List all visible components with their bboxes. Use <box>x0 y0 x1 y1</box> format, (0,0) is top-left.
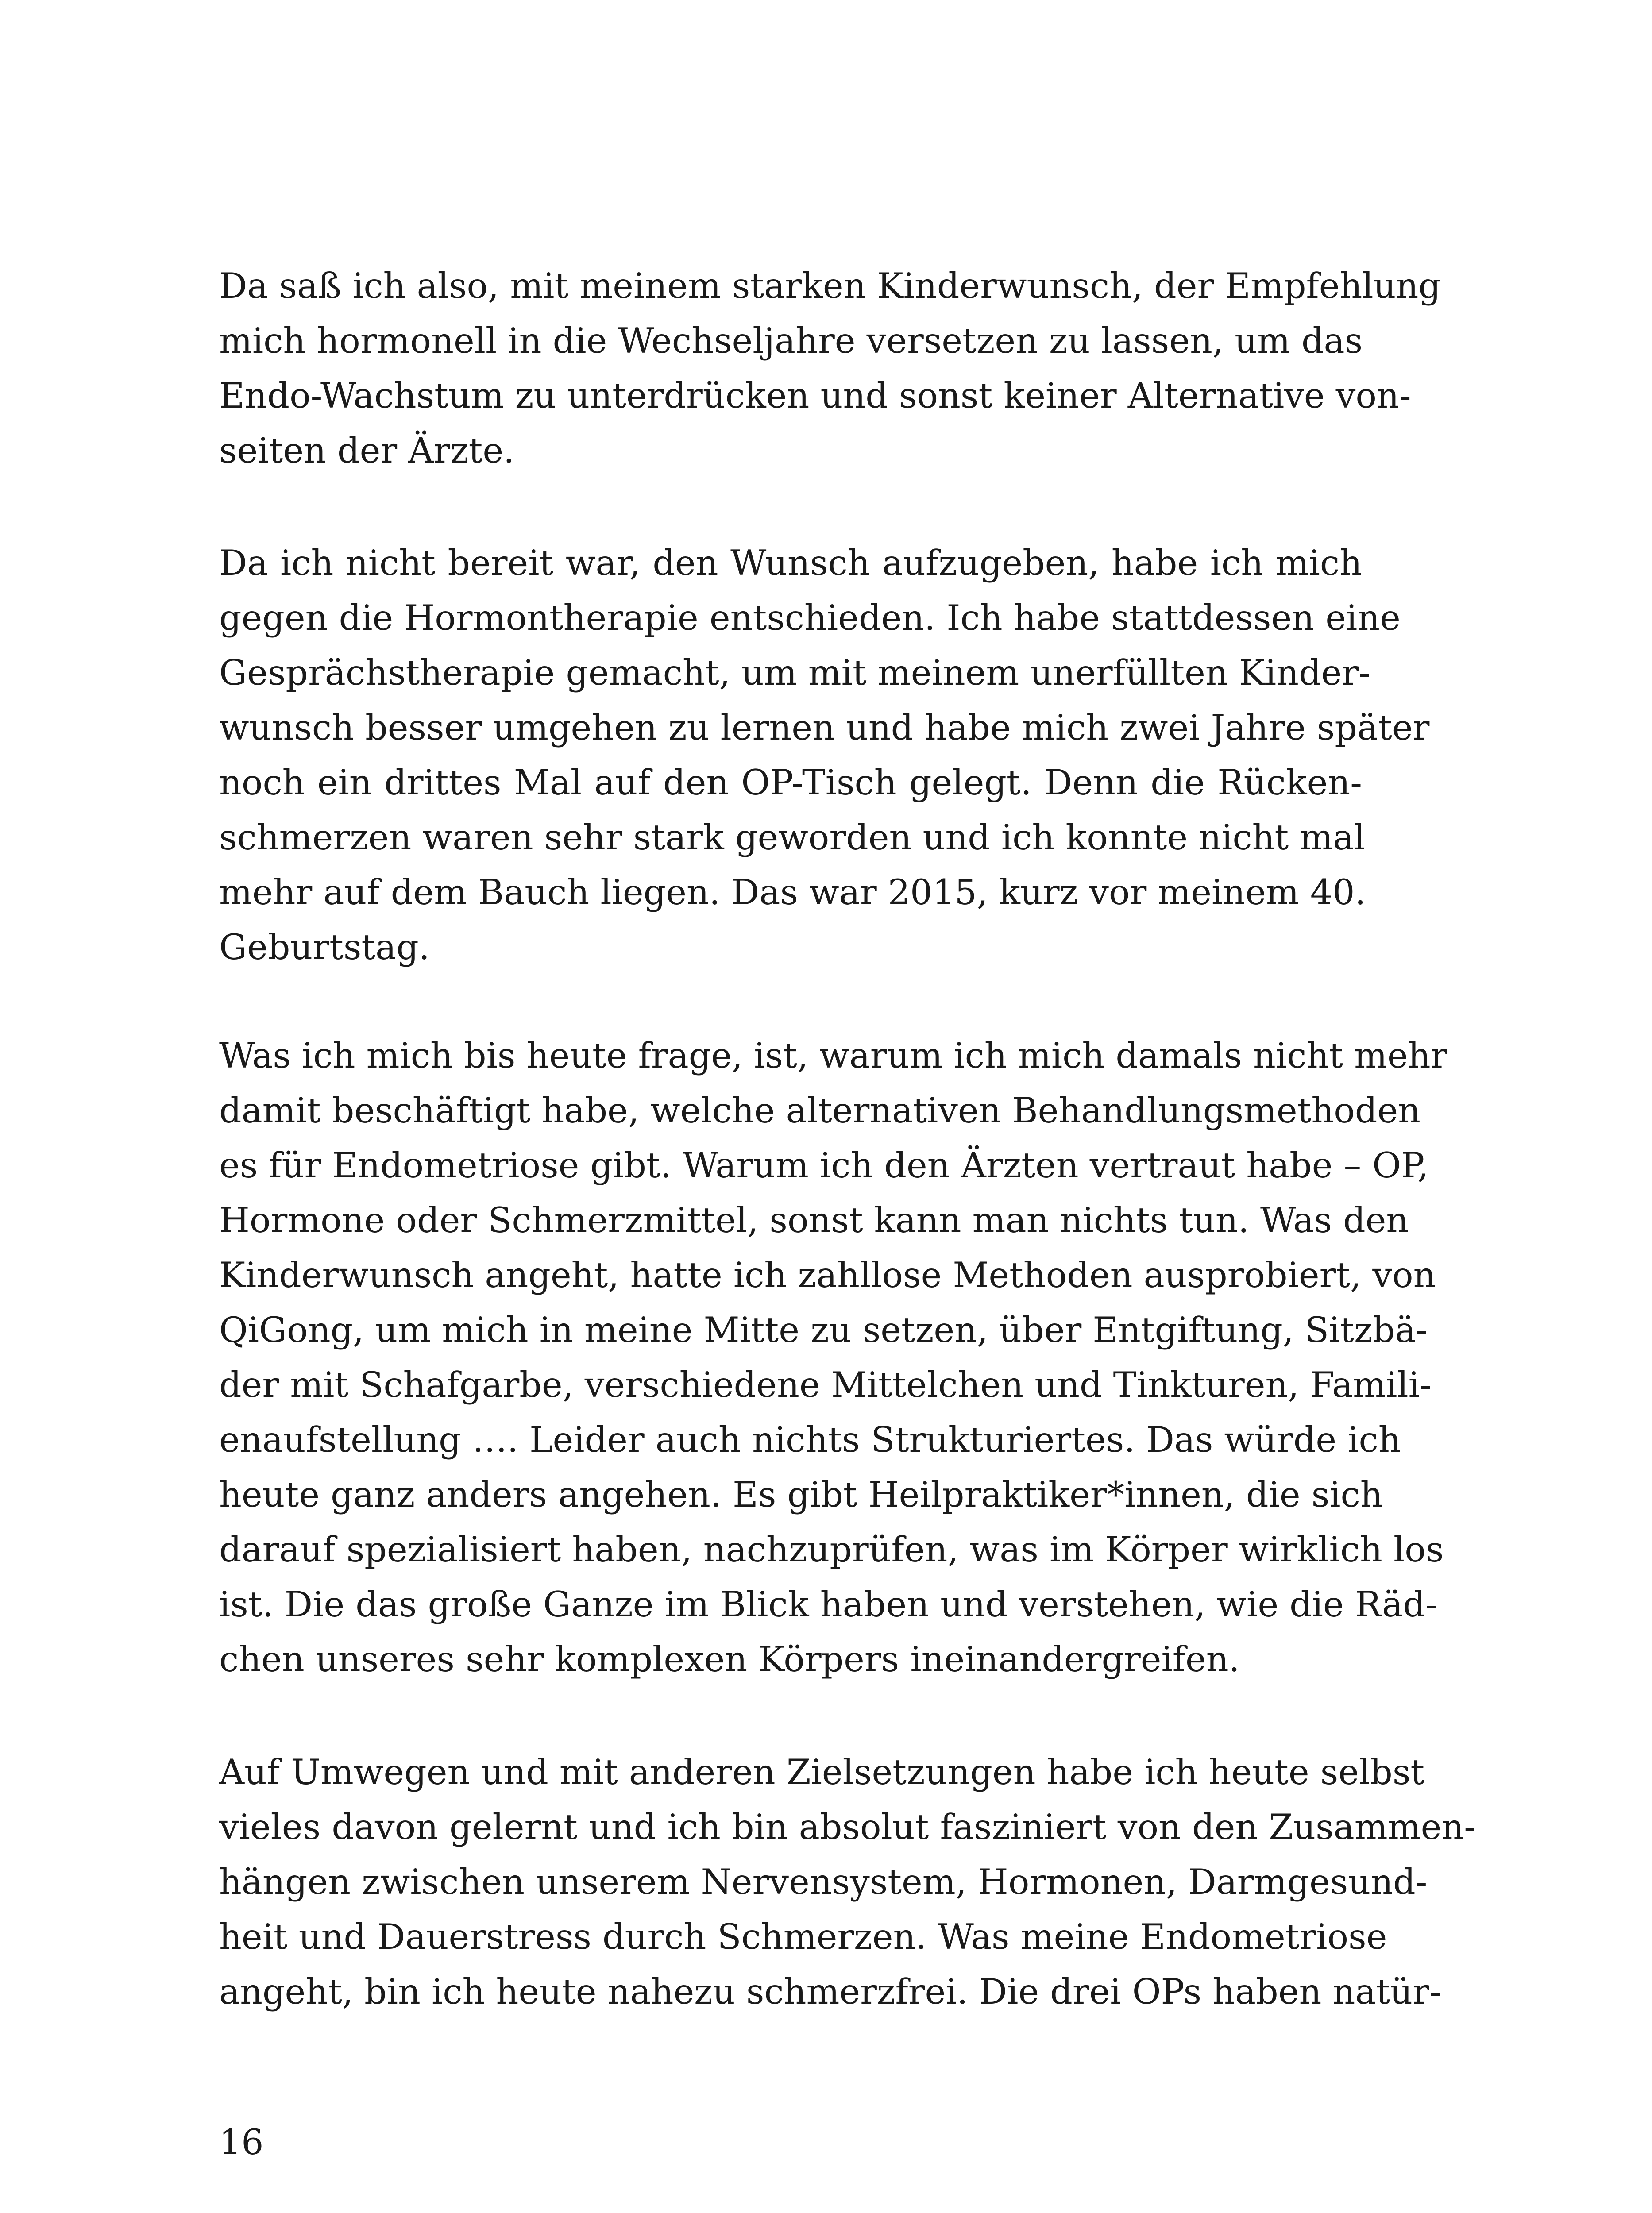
page-number: 16 <box>219 2122 264 2163</box>
text-line: Hormone oder Schmerzmittel, sonst kann man nichts tun. Was den <box>219 1200 1409 1241</box>
text-line: gegen die Hormontherapie entschieden. Ich habe stattdessen eine <box>219 598 1401 638</box>
text-line: hängen zwischen unserem Nervensystem, Hormonen, Darmgesund- <box>219 1862 1428 1902</box>
text-line: der mit Schafgarbe, verschiedene Mittelchen und Tinkturen, Famili- <box>219 1365 1432 1405</box>
text-line: vieles davon gelernt und ich bin absolut fasziniert von den Zusammen- <box>219 1807 1476 1847</box>
text-line: enaufstellung …. Leider auch nichts Strukturiertes. Das würde ich <box>219 1419 1401 1460</box>
text-line: Da saß ich also, mit meinem starken Kinderwunsch, der Empfehlung <box>219 266 1441 306</box>
text-line: ist. Die das große Ganze im Blick haben und verstehen, wie die Räd- <box>219 1584 1437 1625</box>
text-line: schmerzen waren sehr stark geworden und ich konnte nicht mal <box>219 817 1365 858</box>
text-line: QiGong, um mich in meine Mitte zu setzen, über Entgiftung, Sitzbä- <box>219 1310 1428 1350</box>
text-line: mehr auf dem Bauch liegen. Das war 2015, kurz vor meinem 40. <box>219 872 1366 913</box>
text-line: heute ganz anders angehen. Es gibt Heilpraktiker*innen, die sich <box>219 1474 1383 1515</box>
text-line: Geburtstag. <box>219 927 430 968</box>
text-line: Auf Umwegen und mit anderen Zielsetzungen habe ich heute selbst <box>219 1752 1425 1793</box>
text-line: noch ein drittes Mal auf den OP-Tisch gelegt. Denn die Rücken- <box>219 762 1362 803</box>
text-line: es für Endometriose gibt. Warum ich den Ärzten vertraut habe – OP, <box>219 1145 1429 1186</box>
text-line: darauf spezialisiert haben, nachzuprüfen, was im Körper wirklich los <box>219 1529 1444 1570</box>
text-line: wunsch besser umgehen zu lernen und habe mich zwei Jahre später <box>219 707 1430 748</box>
text-line: Endo-Wachstum zu unterdrücken und sonst keiner Alternative von- <box>219 375 1411 416</box>
text-line: angeht, bin ich heute nahezu schmerzfrei. Die drei OPs haben natür- <box>219 1971 1441 2012</box>
text-line: mich hormonell in die Wechseljahre versetzen zu lassen, um das <box>219 320 1363 361</box>
text-line: chen unseres sehr komplexen Körpers ineinandergreifen. <box>219 1639 1240 1680</box>
text-line: seiten der Ärzte. <box>219 430 515 471</box>
text-line: Was ich mich bis heute frage, ist, warum ich mich damals nicht mehr <box>219 1035 1447 1076</box>
text-line: damit beschäftigt habe, welche alternativen Behandlungsmethoden <box>219 1090 1421 1131</box>
text-line: Gesprächstherapie gemacht, um mit meinem unerfüllten Kinder- <box>219 652 1370 693</box>
text-line: heit und Dauerstress durch Schmerzen. Was meine Endometriose <box>219 1916 1387 1957</box>
text-line: Da ich nicht bereit war, den Wunsch aufzugeben, habe ich mich <box>219 543 1362 583</box>
text-line: Kinderwunsch angeht, hatte ich zahllose Methoden ausprobiert, von <box>219 1255 1436 1295</box>
